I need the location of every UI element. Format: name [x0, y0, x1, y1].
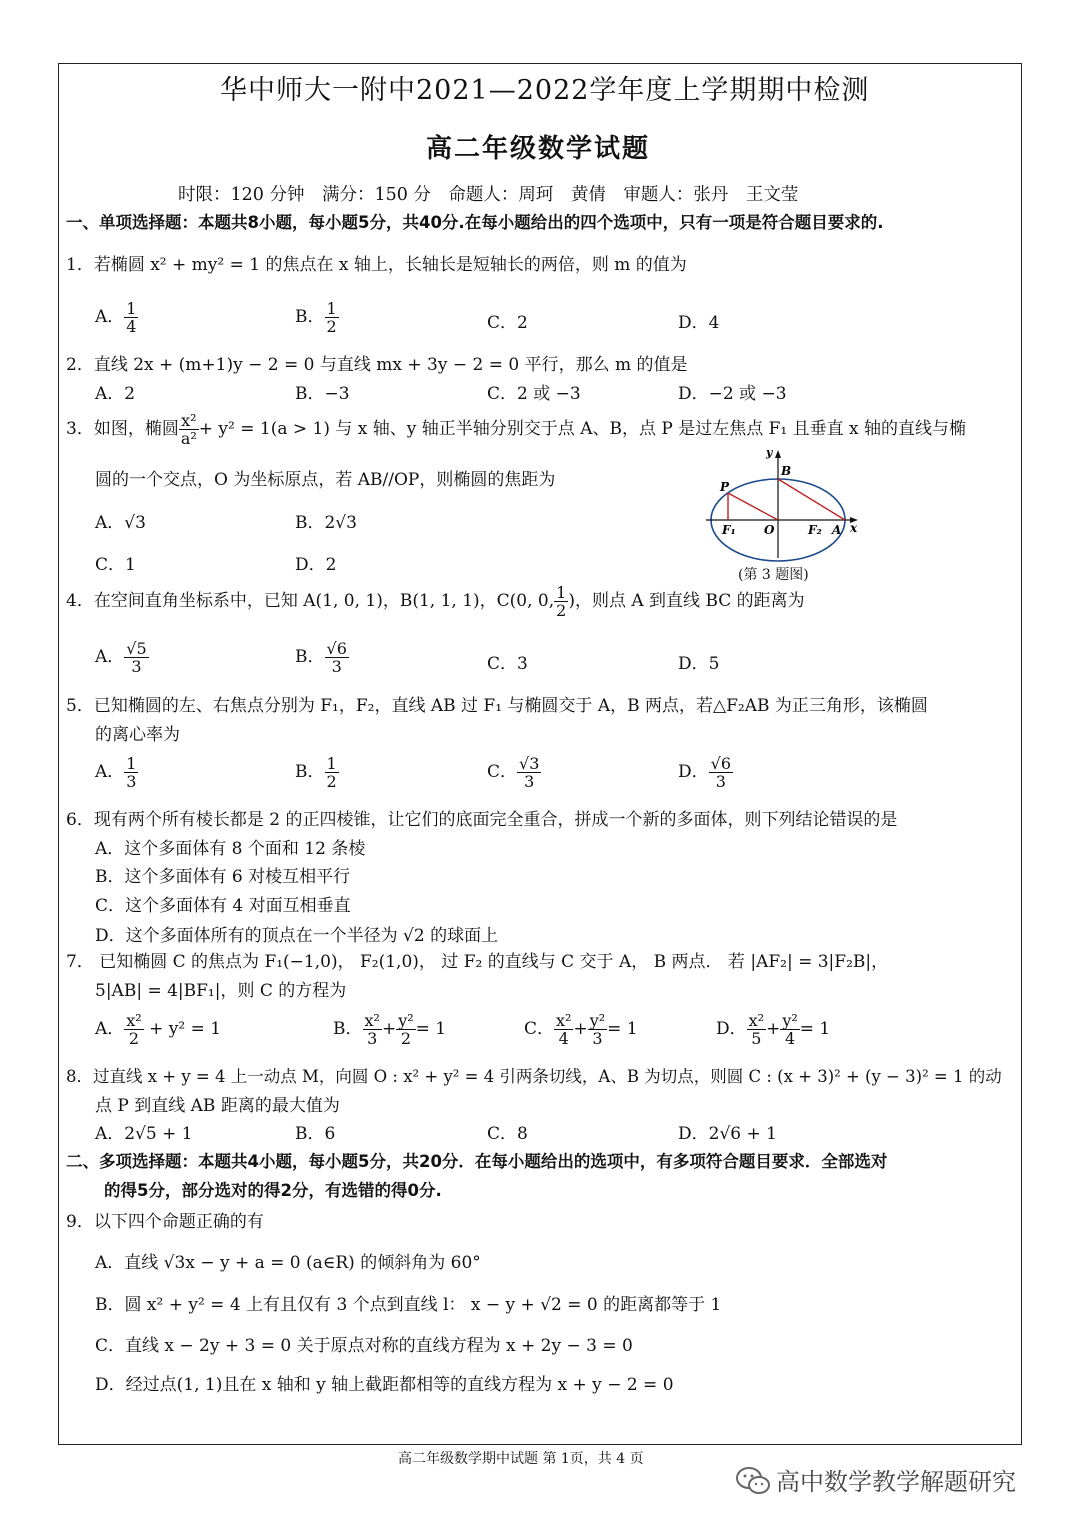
q3-stem: 3．如图，椭圆 $\frac{\text{x²}}{\text{a²}}$ + y² = 1(a > 1) 与 x 轴、y 轴正半轴分别交于点 A、B，点 P 是过左焦点 F₁ 且垂直 x 轴的直线与椭: [66, 411, 967, 448]
q7-option-d: D． $\frac{\text{x²}}{5}$ + $\frac{\text{y²}}{4}$ = 1: [716, 1011, 831, 1048]
q8-stem-line2: 点 P 到直线 AB 距离的最大值为: [95, 1096, 340, 1116]
fig-label-f1: F₁: [722, 523, 736, 537]
exam-subtitle: 高二年级数学试题: [426, 134, 651, 164]
section2-heading: 二、多项选择题：本题共4小题，每小题5分，共20分．在每小题给出的选项中，有多项符合题目要求．全部选对: [66, 1152, 888, 1171]
q5-option-d: D． $\frac{√6}{3}$: [678, 754, 732, 791]
segment-op: [728, 493, 778, 520]
fig-label-x: x: [850, 521, 858, 535]
q4-option-d: D．5: [678, 654, 720, 674]
q3-ellipse-figure: [700, 446, 870, 566]
section2-heading-line2: 的得5分，部分选对的得2分，有选错的得0分.: [104, 1181, 442, 1200]
q2-option-c: C．2 或 −3: [487, 384, 581, 404]
q3-figure-caption: (第 3 题图): [738, 567, 809, 583]
q8-option-b: B．6: [295, 1124, 336, 1144]
section1-heading: 一、单项选择题：本题共8小题，每小题5分，共40分.在每小题给出的四个选项中，只有一项是符合题目要求的.: [66, 213, 884, 232]
q7-option-b: B． $\frac{\text{x²}}{3}$ + $\frac{\text{y²}}{2}$ = 1: [333, 1011, 447, 1048]
q2-stem: 2．直线 2x + (m+1)y − 2 = 0 与直线 mx + 3y − 2 = 0 平行，那么 m 的值是: [66, 355, 688, 375]
q7-stem: 7． 已知椭圆 C 的焦点为 F₁(−1,0)， F₂(1,0)， 过 F₂ 的直线与 C 交于 A， B 两点． 若 |AF₂| = 3|F₂B|，: [66, 952, 889, 972]
q5-stem-line2: 的离心率为: [95, 725, 180, 745]
q4-option-b: B． $\frac{√6}{3}$: [295, 639, 347, 676]
q6-stem: 6．现有两个所有棱长都是 2 的正四棱锥，让它们的底面完全重合，拼成一个新的多面体，则下列结论错误的是: [66, 810, 898, 830]
q9-stem: 9．以下四个命题正确的有: [66, 1212, 264, 1232]
exam-title: 华中师大一附中2021—2022学年度上学期期中检测: [220, 75, 870, 106]
q6-option-b: B．这个多面体有 6 对棱互相平行: [95, 867, 351, 887]
q3-option-c: C．1: [95, 555, 136, 575]
q3-option-a: A．√3: [95, 513, 146, 533]
q6-option-c: C．这个多面体有 4 对面互相垂直: [95, 896, 351, 916]
q1-stem: 1．若椭圆 x² + my² = 1 的焦点在 x 轴上，长轴长是短轴长的两倍，则 m 的值为: [66, 255, 687, 275]
q8-option-a: A．2√5 + 1: [95, 1124, 193, 1144]
q3-option-b: B．2√3: [295, 513, 357, 533]
q2-option-a: A．2: [95, 384, 136, 404]
watermark-text: 高中数学教学解题研究: [776, 1468, 1016, 1496]
q2-option-d: D．−2 或 −3: [678, 384, 787, 404]
q7-stem-line2: 5|AB| = 4|BF₁|，则 C 的方程为: [95, 981, 347, 1001]
q9-option-c: C．直线 x − 2y + 3 = 0 关于原点对称的直线方程为 x + 2y − 3 = 0: [95, 1336, 633, 1356]
q9-option-b: B．圆 x² + y² = 4 上有且仅有 3 个点到直线 l： x − y + √2 = 0 的距离都等于 1: [95, 1295, 722, 1315]
fig-label-a: A: [832, 523, 842, 537]
q6-option-d: D．这个多面体所有的顶点在一个半径为 √2 的球面上: [95, 926, 499, 946]
q4-option-c: C．3: [487, 654, 528, 674]
q8-stem: 8．过直线 x + y = 4 上一动点 M，向圆 O : x² + y² = 4 引两条切线，A、B 为切点，则圆 C : (x + 3)² + (y − 3)² = 1 的动: [66, 1067, 1002, 1086]
fig-label-o: O: [764, 523, 775, 537]
q1-option-a: A． $\frac{1}{4}$: [95, 299, 137, 336]
q7-option-a: A． $\frac{\text{x²}}{2}$ + y² = 1: [95, 1011, 222, 1048]
q8-option-d: D．2√6 + 1: [678, 1124, 777, 1144]
q5-option-a: A． $\frac{1}{3}$: [95, 754, 137, 791]
wechat-icon: [735, 1466, 771, 1496]
q3-option-d: D．2: [295, 555, 337, 575]
q9-option-d: D．经过点(1, 1)且在 x 轴和 y 轴上截距都相等的直线方程为 x + y − 2 = 0: [95, 1375, 674, 1395]
q6-option-a: A．这个多面体有 8 个面和 12 条棱: [95, 839, 366, 859]
q9-option-a: A．直线 √3x − y + a = 0 (a∈R) 的倾斜角为 60°: [95, 1253, 481, 1273]
q5-stem: 5．已知椭圆的左、右焦点分别为 F₁，F₂，直线 AB 过 F₁ 与椭圆交于 A，B 两点，若△F₂AB 为正三角形，该椭圆: [66, 696, 928, 716]
q4-option-a: A． $\frac{√5}{3}$: [95, 639, 147, 676]
q5-option-b: B． $\frac{1}{2}$: [295, 754, 337, 791]
q5-option-c: C． $\frac{√3}{3}$: [487, 754, 540, 791]
fig-label-f2: F₂: [808, 523, 822, 537]
q7-option-c: C． $\frac{\text{x²}}{4}$ + $\frac{\text{y²}}{3}$ = 1: [524, 1011, 638, 1048]
q1-option-b: B． $\frac{1}{2}$: [295, 299, 337, 336]
q8-option-c: C．8: [487, 1124, 528, 1144]
q3-stem-line2: 圆的一个交点，O 为坐标原点，若 AB//OP，则椭圆的焦距为: [95, 470, 556, 490]
page-footer: 高二年级数学期中试题 第 1页，共 4 页: [398, 1451, 644, 1467]
q4-stem: 4．在空间直角坐标系中，已知 A(1, 0, 1)，B(1, 1, 1)，C(0, 0, $\frac{1}{2}$ )，则点 A 到直线 BC 的距离为: [66, 583, 805, 620]
exam-meta: 时限：120 分钟 满分：150 分 命题人：周珂 黄倩 审题人：张丹 王文莹: [178, 185, 799, 205]
fig-label-y: y: [766, 446, 773, 459]
q1-option-d: D．4: [678, 313, 720, 333]
q1-option-c: C．2: [487, 313, 528, 333]
fig-label-b: B: [781, 464, 792, 478]
fig-label-p: P: [720, 480, 730, 494]
q2-option-b: B．−3: [295, 384, 350, 404]
